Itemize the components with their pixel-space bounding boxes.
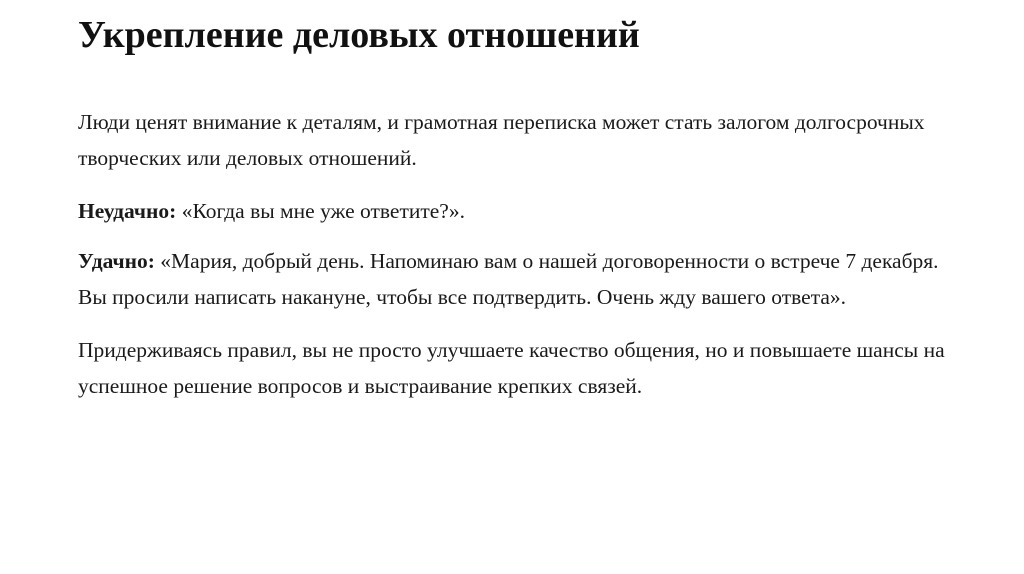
slide-title: Укрепление деловых отношений (78, 14, 640, 56)
good-example-paragraph (78, 243, 958, 315)
bad-example-label: Неудачно: (78, 199, 177, 223)
good-example-label: Удачно: (78, 249, 155, 273)
conclusion-paragraph: Придерживаясь правил, вы не просто улучшаете качество общения, но и повышаете шансы на успешное решение вопросов и выстраивание крепких связей. (78, 338, 945, 398)
good-example-text: «Мария, добрый день. Напоминаю вам о нашей договоренности о встрече 7 декабря. Вы просили написать накануне, чтобы все подтвердить. Очень жду вашего ответа». (78, 249, 939, 309)
bad-example-paragraph (78, 193, 958, 229)
bad-example-text: «Когда вы мне уже ответите?». (176, 199, 465, 223)
intro-paragraph: Люди ценят внимание к деталям, и грамотная переписка может стать залогом долгосрочных творческих или деловых отношений. (78, 110, 925, 170)
slide-body (78, 104, 958, 421)
